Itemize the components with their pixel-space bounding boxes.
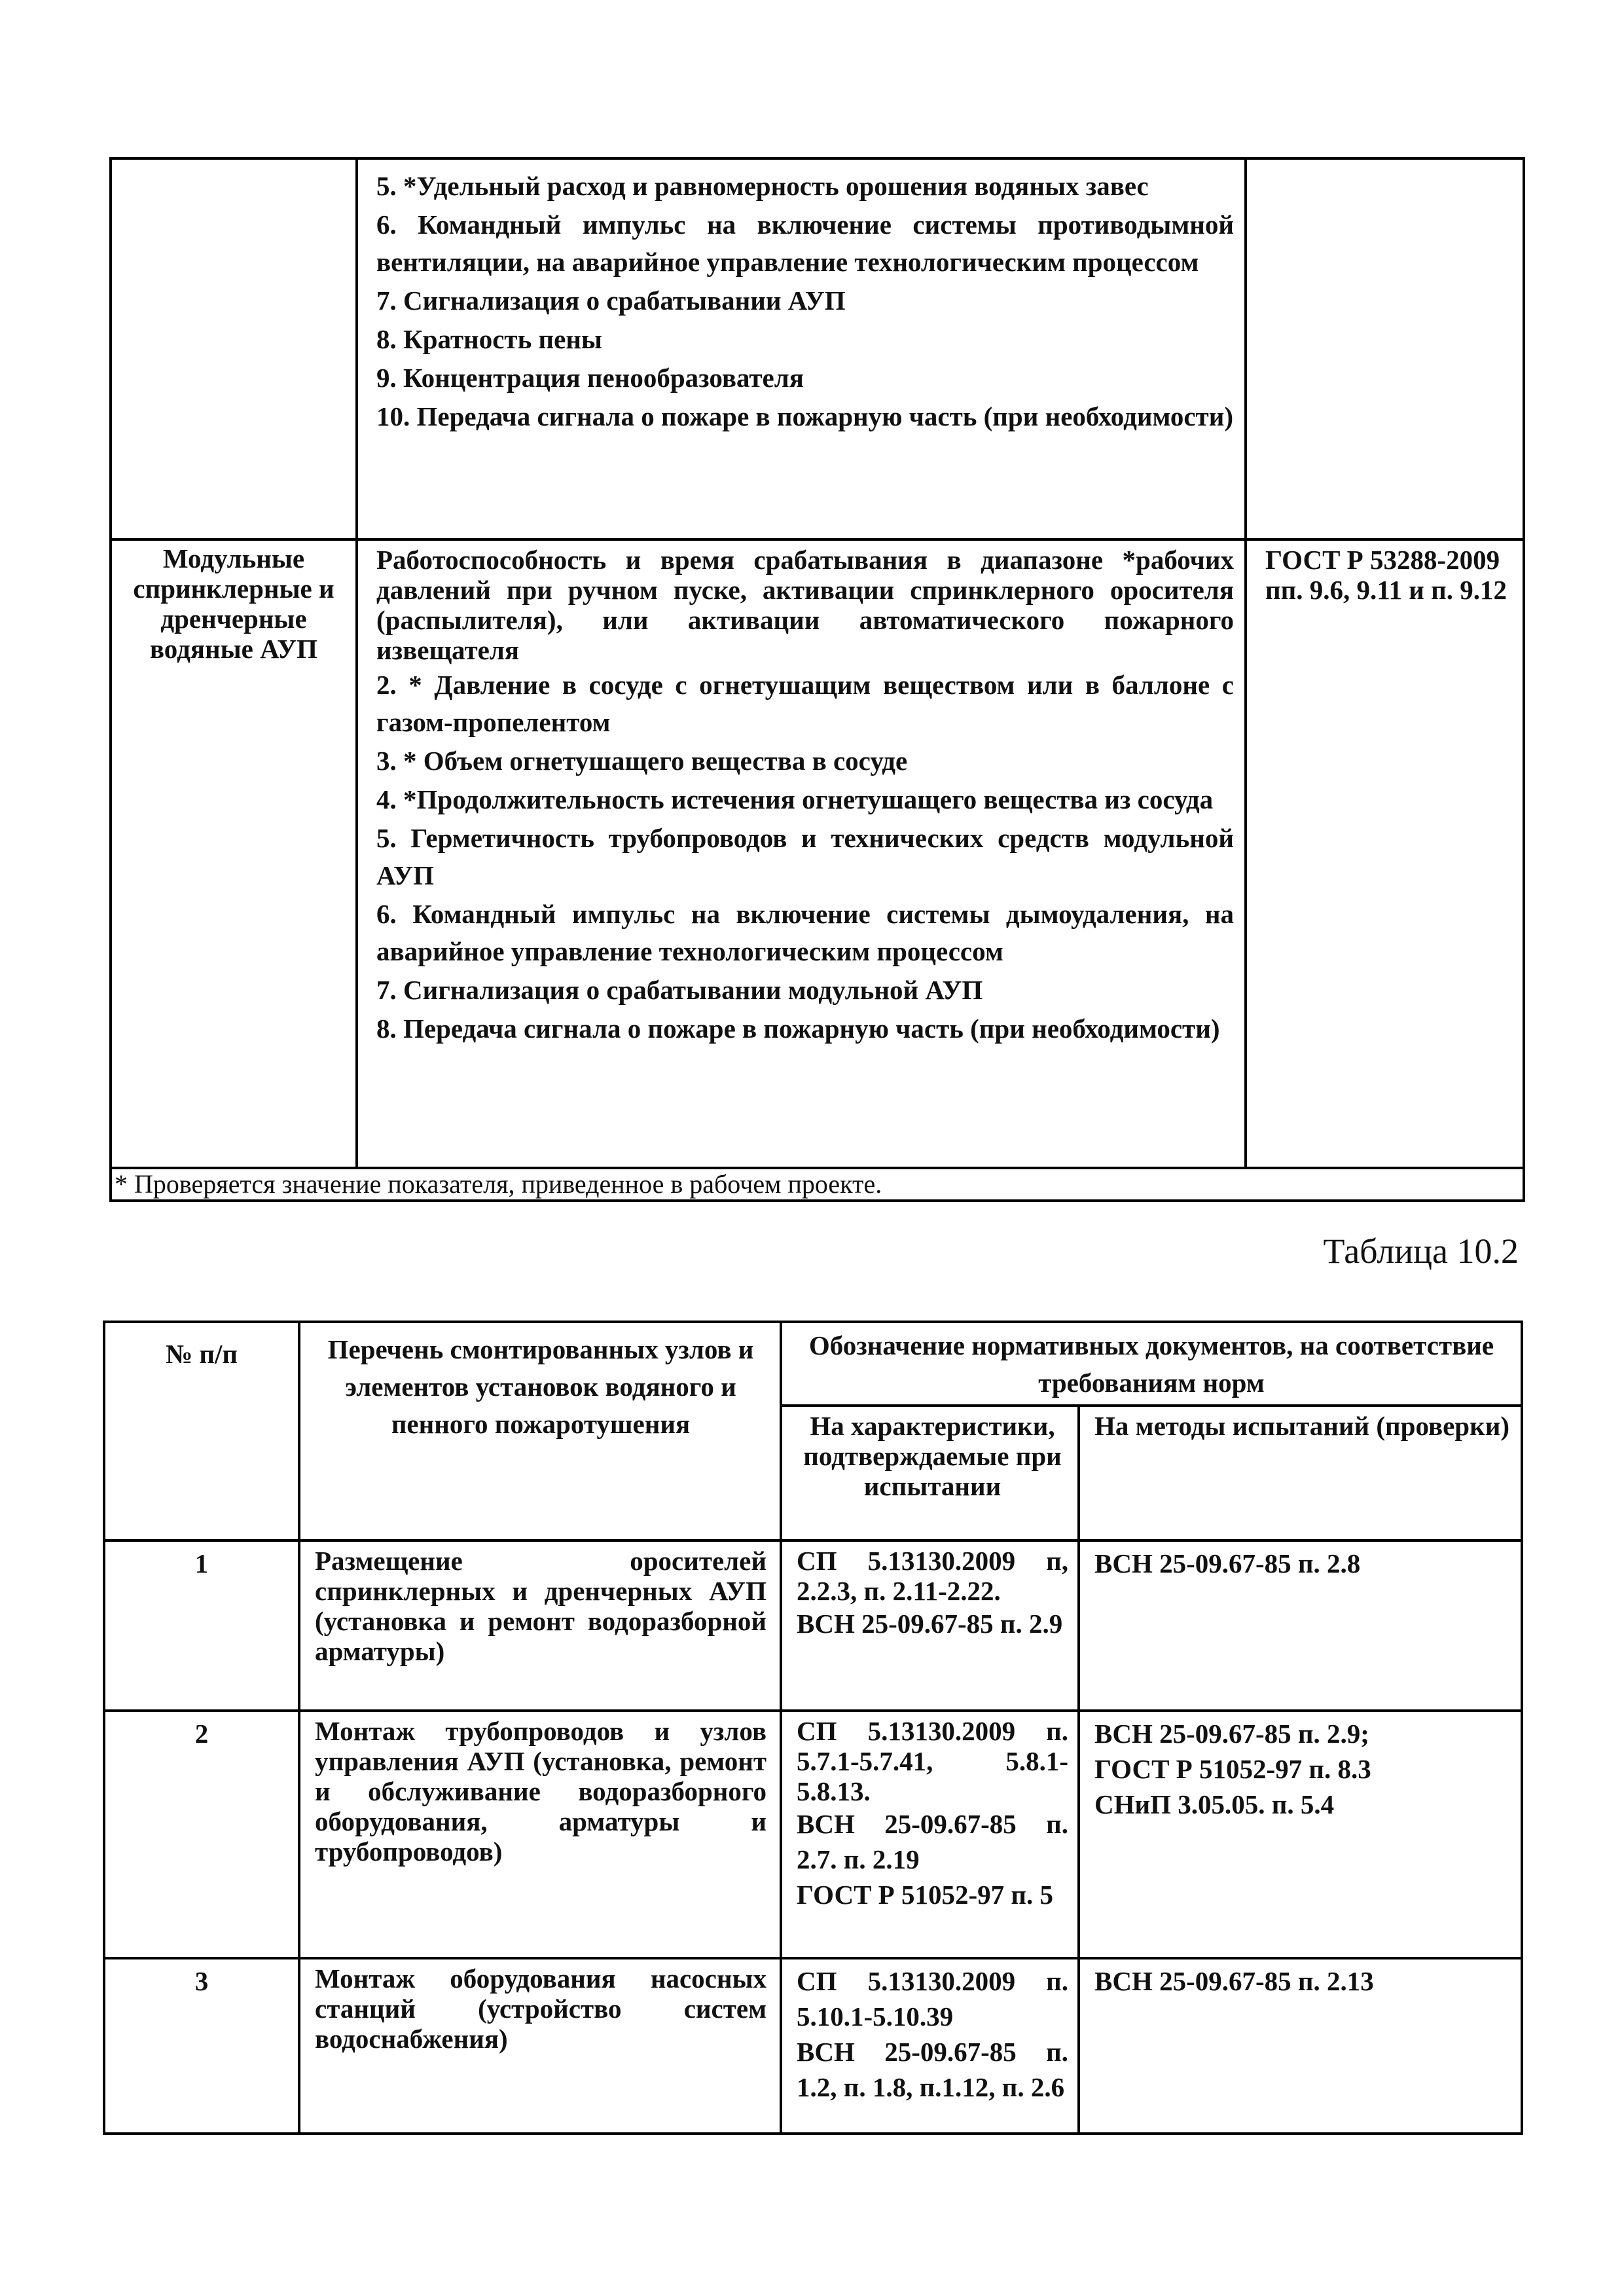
row-list: Монтаж оборудования насосных станций (устройство систем водоснабжения) [299,1958,781,2134]
row-number: 2 [104,1711,299,1958]
list-item: 5. Герметичность трубопроводов и технических средств модульной АУП [376,823,1234,890]
row-characteristics [781,1711,1079,1958]
list-item: 8. Кратность пены [376,324,602,354]
row-list: Монтаж трубопроводов и узлов управления АУП (установка, ремонт и обслуживание водоразборного оборудования, арматуры и трубопроводов) [299,1711,781,1958]
norm-reference: СП 5.13130.2009 п. 5.7.1-5.7.41, 5.8.1-5.8.13. [797,1716,1068,1806]
table-row [104,1711,1522,1958]
norm-reference: ВСН 25-09.67-85 п. 2.7. п. 2.19 [797,1809,1068,1874]
row-characteristics [781,1540,1079,1711]
header-documents: Обозначение нормативных документов, на соответствие требованиям норм [781,1322,1522,1406]
list-item: 9. Концентрация пенообразователя [376,363,804,393]
header-methods: На методы испытаний (проверки) [1079,1406,1522,1540]
table-row [104,1958,1522,2134]
list-item: 7. Сигнализация о срабатывании АУП [376,285,846,316]
list-item: 4. *Продолжительность истечения огнетушащего вещества из сосуда [376,784,1214,814]
list-item: 6. Командный импульс на включение системы дымоудаления, на аварийное управление технологическим процессом [376,899,1234,966]
list-item: 8. Передача сигнала о пожаре в пожарную часть (при необходимости) [376,1013,1220,1044]
row-number: 3 [104,1958,299,2134]
norm-reference: ВСН 25-09.67-85 п. 1.2, п. 1.8, п.1.12, п. 2.6 [797,2037,1068,2102]
system-name-cell: Модульные спринклерные и дренчерные водяные АУП [111,539,357,1168]
row-methods [1079,1540,1522,1711]
table-header-row [104,1322,1522,1406]
row-methods [1079,1711,1522,1958]
table-row [111,158,1524,539]
installation-works-table [103,1321,1523,2135]
row-number: 1 [104,1540,299,1711]
header-number: № п/п [104,1322,299,1540]
row-list: Размещение оросителей спринклерных и дренчерных АУП (установка и ремонт водоразборной арматуры) [299,1540,781,1711]
footnote: * Проверяется значение показателя, приведенное в рабочем проекте. [111,1168,1524,1201]
norm-reference: ГОСТ Р 51052-97 п. 8.3 [1094,1754,1371,1784]
table-caption: Таблица 10.2 [1323,1231,1519,1271]
table-row [111,539,1524,1168]
norm-reference: СНиП 3.05.05. п. 5.4 [1094,1789,1335,1819]
norm-reference: СП 5.13130.2009 п, 2.2.3, п. 2.11-2.22. [797,1546,1068,1606]
row-characteristics [781,1958,1079,2134]
norm-document-cell: ГОСТ Р 53288-2009 пп. 9.6, 9.11 и п. 9.12 [1246,539,1524,1168]
norm-reference: ВСН 25-09.67-85 п. 2.9; [1094,1719,1369,1749]
list-item: 2. * Давление в сосуде с огнетушащим веществом или в баллоне с газом-пропелентом [376,670,1234,737]
norm-reference: ВСН 25-09.67-85 п. 2.9 [797,1609,1063,1639]
list-item: 7. Сигнализация о срабатывании модульной АУП [376,975,983,1005]
tested-parameters-cell [357,158,1246,539]
list-item: 3. * Объем огнетушащего вещества в сосуде [376,746,908,776]
header-list: Перечень смонтированных узлов и элементов установок водяного и пенного пожаротушения [299,1322,781,1540]
system-name-cell-empty [111,158,357,539]
list-item: 5. *Удельный расход и равномерность орошения водяных завес [376,171,1149,201]
requirements-table-continued [109,157,1525,1202]
norm-cell-empty [1246,158,1524,539]
table-row [111,1168,1524,1201]
list-item: 6. Командный импульс на включение системы противодымной вентиляции, на аварийное управление технологическим процессом [376,210,1234,277]
list-item: Работоспособность и время срабатывания в диапазоне *рабочих давлений при ручном пуске, активации спринклерного оросителя (распылителя), или активации автоматического пожарного извещателя [376,545,1234,665]
norm-reference: СП 5.13130.2009 п. 5.10.1-5.10.39 [797,1966,1068,2032]
norm-reference: ВСН 25-09.67-85 п. 2.13 [1094,1966,1374,1996]
list-item: 10. Передача сигнала о пожаре в пожарную часть (при необходимости) [376,401,1233,431]
header-characteristics: На характеристики, подтверждаемые при испытании [781,1406,1079,1540]
norm-reference: ГОСТ Р 51052-97 п. 5 [797,1880,1053,1910]
tested-parameters-cell [357,539,1246,1168]
norm-reference: ВСН 25-09.67-85 п. 2.8 [1094,1548,1361,1578]
row-methods [1079,1958,1522,2134]
table-row [104,1540,1522,1711]
